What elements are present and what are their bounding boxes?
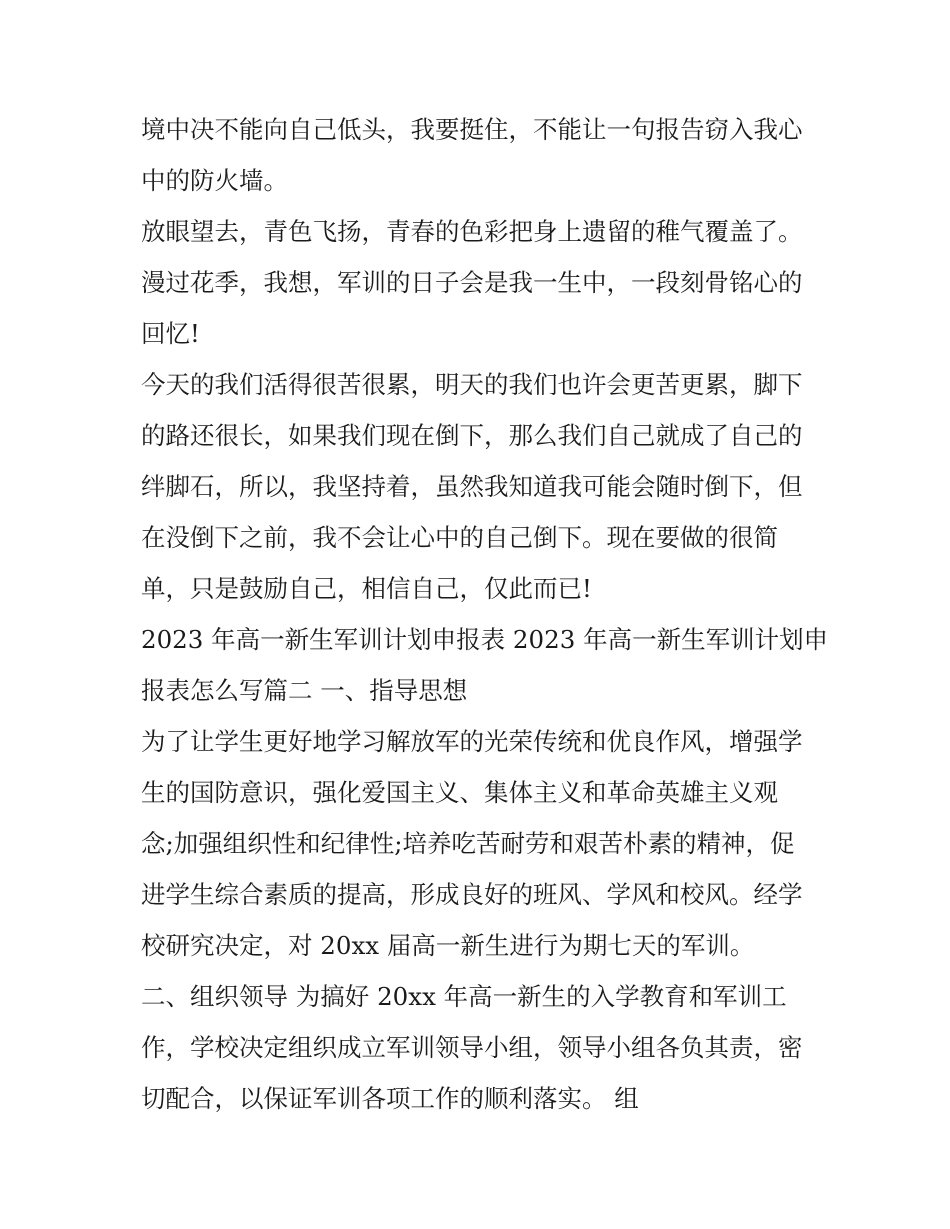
text-line: 漫过花季，我想，军训的日子会是我一生中，一段刻骨铭心的 xyxy=(141,268,803,297)
text-line: 的路还很长，如果我们现在倒下，那么我们自己就成了自己的 xyxy=(141,421,803,450)
text-line: 切配合，以保证军训各项工作的顺利落实。 组 xyxy=(141,1084,639,1113)
text-line: 放眼望去，青色飞扬，青春的色彩把身上遗留的稚气覆盖了。 xyxy=(141,217,803,246)
text-line: 今天的我们活得很苦很累，明天的我们也许会更苦更累，脚下 xyxy=(141,370,803,399)
text-line: 校研究决定，对 20xx 届高一新生进行为期七天的军训。 xyxy=(141,931,755,960)
text-line: 单，只是鼓励自己，相信自己，仅此而已! xyxy=(141,574,592,603)
text-line: 作，学校决定组织成立军训领导小组，领导小组各负其责，密 xyxy=(141,1033,803,1062)
text-line: 在没倒下之前，我不会让心中的自己倒下。现在要做的很简 xyxy=(141,523,778,552)
text-line: 二、组织领导 为搞好 20xx 年高一新生的入学教育和军训工 xyxy=(141,982,787,1011)
text-line: 报表怎么写篇二 一、指导思想 xyxy=(141,676,468,705)
text-line: 为了让学生更好地学习解放军的光荣传统和优良作风，增强学 xyxy=(141,727,803,756)
text-line: 绊脚石，所以，我坚持着，虽然我知道我可能会随时倒下，但 xyxy=(141,472,803,501)
text-line: 回忆! xyxy=(141,319,200,348)
document-body xyxy=(141,104,831,1124)
text-line: 2023 年高一新生军训计划申报表 2023 年高一新生军训计划申 xyxy=(141,625,829,654)
text-line: 念;加强组织性和纪律性;培养吃苦耐劳和艰苦朴素的精神，促 xyxy=(141,829,795,858)
text-line: 进学生综合素质的提高，形成良好的班风、学风和校风。经学 xyxy=(141,880,803,909)
text-line: 生的国防意识，强化爱国主义、集体主义和革命英雄主义观 xyxy=(141,778,778,807)
text-line: 中的防火墙。 xyxy=(141,166,288,195)
text-line: 境中决不能向自己低头，我要挺住，不能让一句报告窃入我心 xyxy=(141,115,803,144)
